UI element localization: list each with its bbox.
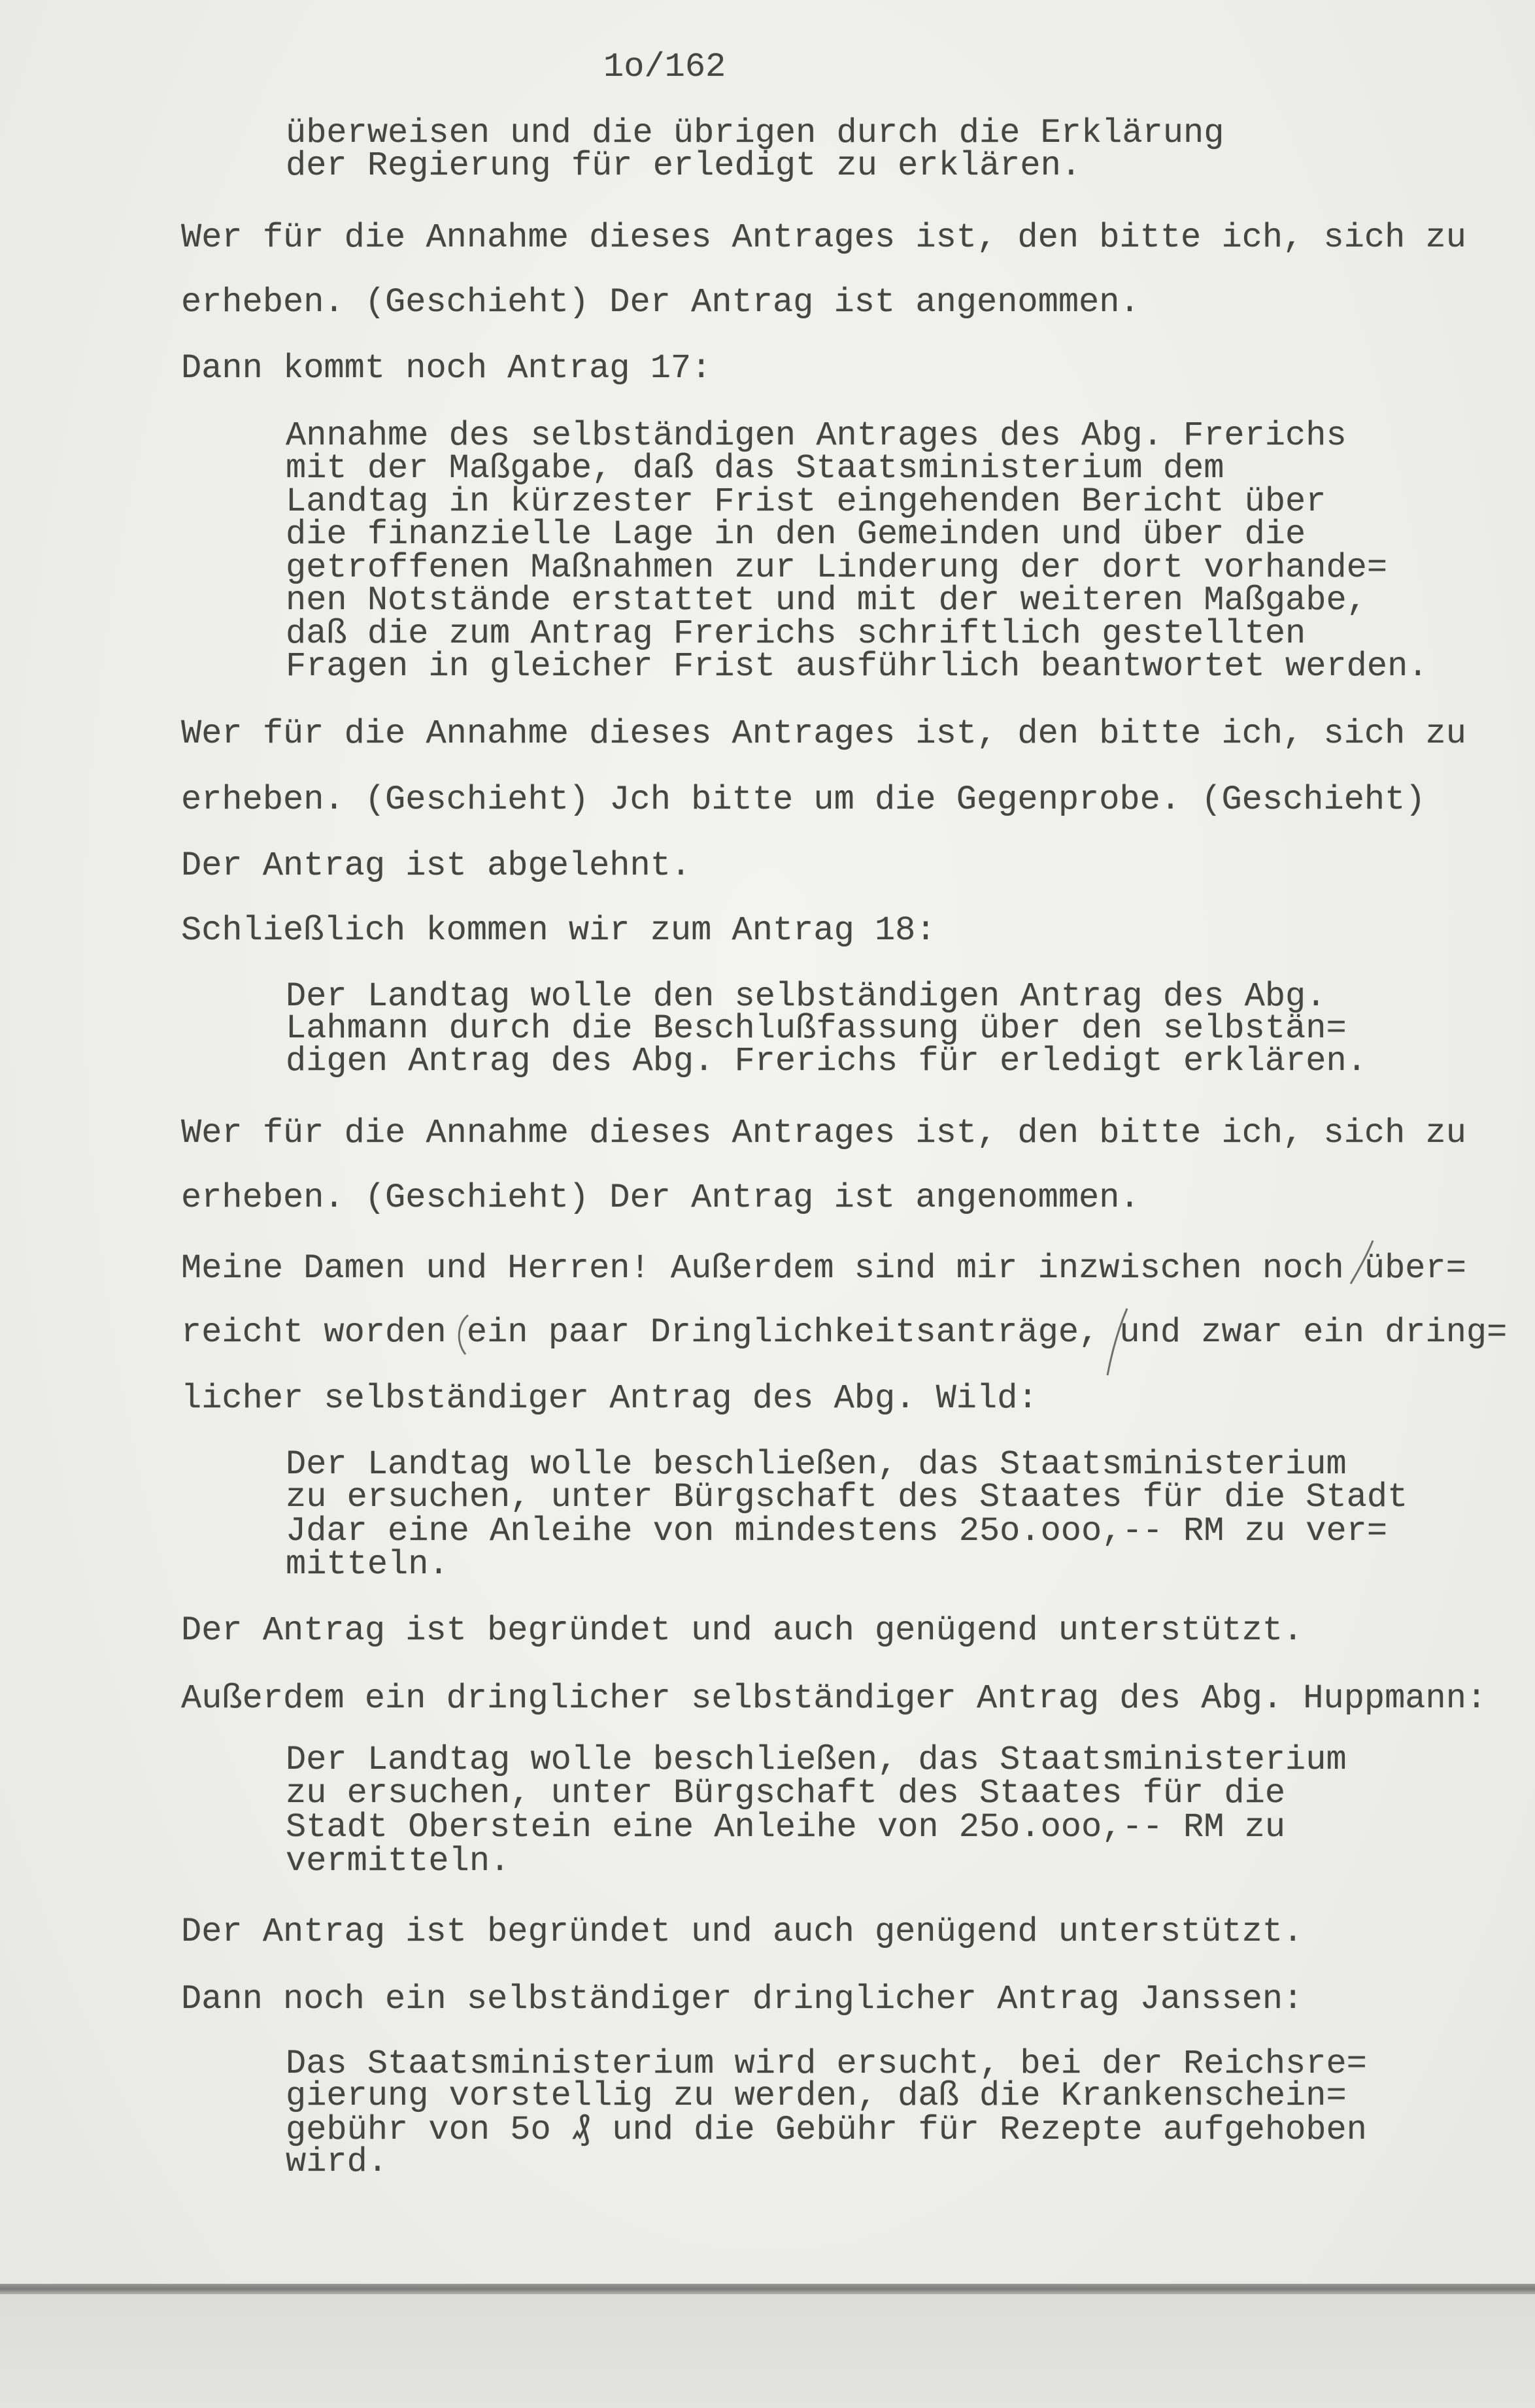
quote-line: Stadt Oberstein eine Anleihe von 25o.ooo,-- RM zu: [286, 1808, 1286, 1847]
quote-line: Lahmann durch die Beschlußfassung über den selbstän=: [286, 1009, 1347, 1048]
quote-line: Der Landtag wolle den selbständigen Antrag des Abg.: [286, 977, 1326, 1016]
body-line: Dann kommt noch Antrag 17:: [181, 349, 712, 388]
body-line: Schließlich kommen wir zum Antrag 18:: [181, 911, 936, 950]
quote-line: gebühr von 5o ₰ und die Gebühr für Rezepte aufgehoben: [286, 2111, 1367, 2149]
quote-line: der Regierung für erledigt zu erklären.: [286, 146, 1081, 185]
body-line: reicht worden ein paar Dringlichkeitsanträge, und zwar ein dring=: [181, 1313, 1508, 1352]
body-line: licher selbständiger Antrag des Abg. Wild:: [181, 1379, 1038, 1418]
quote-line: wird.: [286, 2143, 388, 2181]
quote-line: getroffenen Maßnahmen zur Linderung der dort vorhande=: [286, 548, 1388, 587]
body-line: Der Antrag ist abgelehnt.: [181, 846, 692, 885]
body-line: erheben. (Geschieht) Der Antrag ist angenommen.: [181, 1179, 1140, 1217]
quote-line: Das Staatsministerium wird ersucht, bei der Reichsre=: [286, 2045, 1367, 2083]
body-line: erheben. (Geschieht) Jch bitte um die Gegenprobe. (Geschieht): [181, 780, 1426, 819]
quote-line: mit der Maßgabe, daß das Staatsministerium dem: [286, 449, 1224, 488]
body-line: Wer für die Annahme dieses Antrages ist, den bitte ich, sich zu: [181, 714, 1466, 753]
body-line: erheben. (Geschieht) Der Antrag ist angenommen.: [181, 283, 1140, 322]
quote-line: Jdar eine Anleihe von mindestens 25o.ooo,-- RM zu ver=: [286, 1512, 1388, 1550]
quote-line: gierung vorstellig zu werden, daß die Krankenschein=: [286, 2077, 1347, 2115]
quote-line: Der Landtag wolle beschließen, das Staatsministerium: [286, 1445, 1347, 1484]
body-line: Wer für die Annahme dieses Antrages ist, den bitte ich, sich zu: [181, 1114, 1466, 1152]
body-line: Der Antrag ist begründet und auch genügend unterstützt.: [181, 1611, 1304, 1650]
page-number: 1o/162: [603, 48, 726, 86]
quote-line: zu ersuchen, unter Bürgschaft des Staates für die Stadt: [286, 1478, 1408, 1516]
page-bottom-edge: [0, 2284, 1535, 2294]
quote-line: mitteln.: [286, 1545, 449, 1584]
quote-line: überweisen und die übrigen durch die Erklärung: [286, 114, 1224, 152]
quote-line: nen Notstände erstattet und mit der weiteren Maßgabe,: [286, 581, 1367, 620]
body-line: Dann noch ein selbständiger dringlicher Antrag Janssen:: [181, 1980, 1304, 2018]
quote-line: Landtag in kürzester Frist eingehenden Bericht über: [286, 482, 1326, 521]
quote-line: vermitteln.: [286, 1842, 511, 1881]
body-line: Außerdem ein dringlicher selbständiger Antrag des Abg. Huppmann:: [181, 1679, 1487, 1718]
body-line: Der Antrag ist begründet und auch genügend unterstützt.: [181, 1913, 1304, 1951]
quote-line: Annahme des selbständigen Antrages des Abg. Frerichs: [286, 416, 1347, 455]
quote-line: Fragen in gleicher Frist ausführlich beantwortet werden.: [286, 647, 1428, 686]
body-line: Wer für die Annahme dieses Antrages ist, den bitte ich, sich zu: [181, 218, 1466, 257]
quote-line: daß die zum Antrag Frerichs schriftlich gestellten: [286, 614, 1306, 653]
quote-line: digen Antrag des Abg. Frerichs für erledigt erklären.: [286, 1042, 1367, 1080]
quote-line: Der Landtag wolle beschließen, das Staatsministerium: [286, 1741, 1347, 1779]
quote-line: zu ersuchen, unter Bürgschaft des Staates für die: [286, 1774, 1286, 1813]
body-line: Meine Damen und Herren! Außerdem sind mir inzwischen noch über=: [181, 1249, 1466, 1288]
scan-background: [0, 2294, 1535, 2408]
quote-line: die finanzielle Lage in den Gemeinden und über die: [286, 515, 1306, 554]
